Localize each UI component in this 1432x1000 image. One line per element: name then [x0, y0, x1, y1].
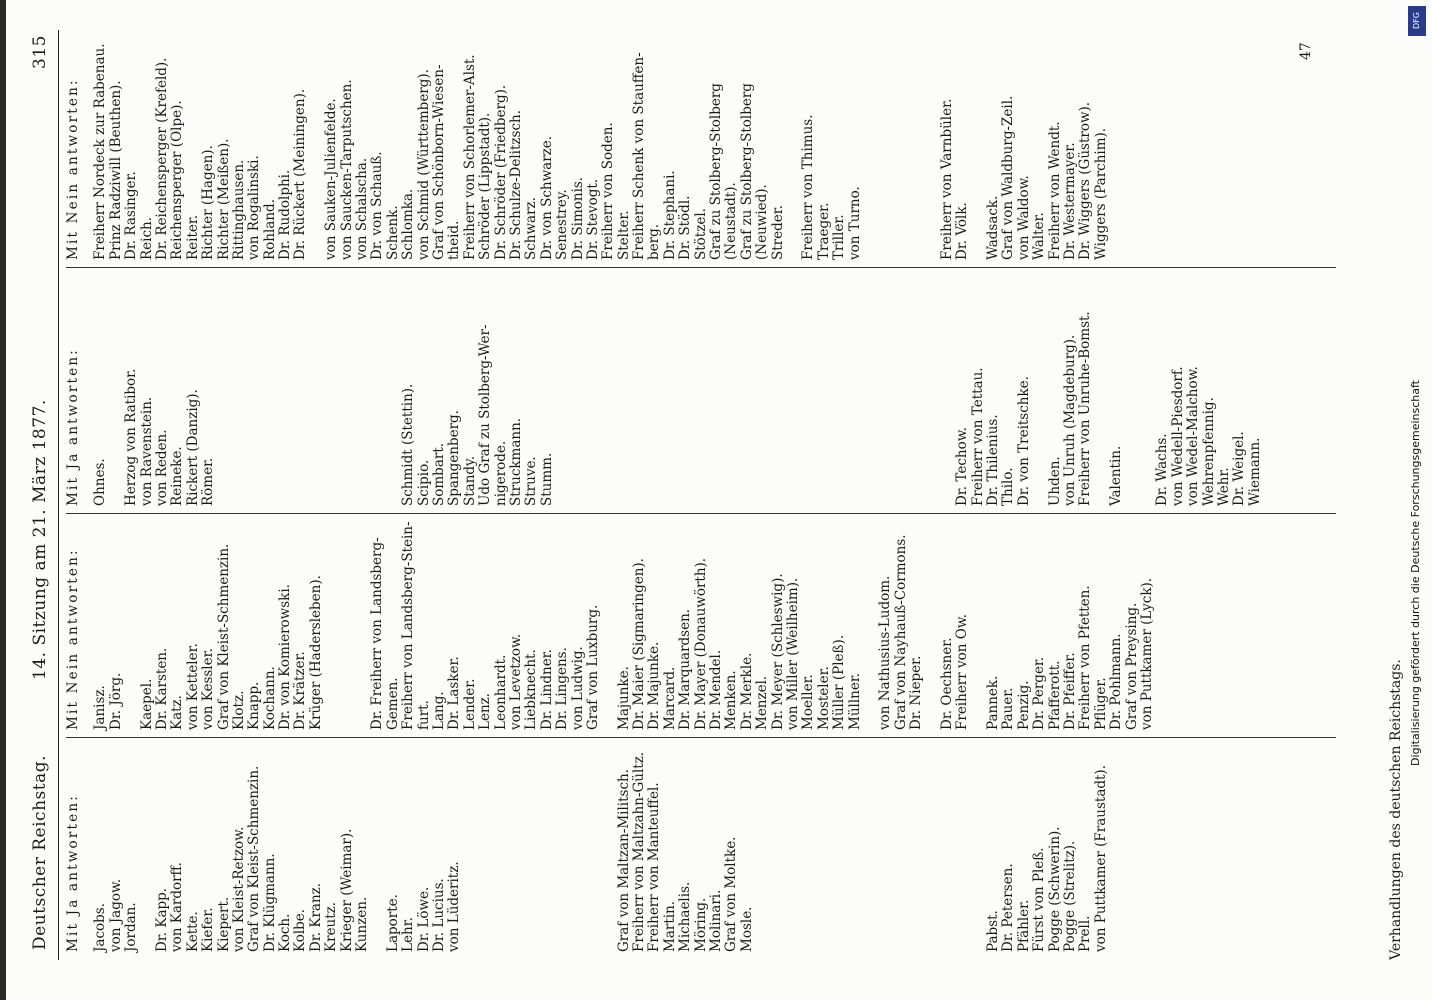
member-name: Rittinghausen. [230, 159, 247, 260]
member-name: Dr. Lucius. [431, 878, 447, 952]
list-gap [709, 311, 724, 506]
column-no-1 [66, 521, 1155, 730]
member-name: (Neuwied). [754, 184, 771, 260]
member-name: Dr. Wiggers (Güstrow). [1077, 101, 1094, 260]
member-name: Dr. Schröder (Friedberg). [492, 84, 509, 260]
member-name: Graf von Maltzan-Militsch. [615, 768, 632, 952]
member-name: Kiefer. [200, 907, 217, 952]
member-name: Wehr. [1215, 467, 1232, 506]
member-name: Dr. Kapp. [153, 887, 170, 952]
member-name: Dr. von Schauß. [369, 151, 386, 260]
member-name: Kiepert. [215, 896, 232, 952]
list-gap [370, 752, 385, 952]
list-gap [755, 311, 770, 506]
list-gap [663, 311, 678, 506]
member-name: Freiherr von Manteuffel. [646, 782, 663, 952]
member-name: von Turno. [846, 186, 863, 260]
list-gap [724, 311, 739, 506]
member-name: von Kessler. [200, 648, 217, 730]
column-yes-1 [66, 752, 1109, 952]
member-name: Kreutz. [323, 901, 340, 952]
digitization-credit: Digitalisierung gefördert durch die Deutsche Forschungsgemeinschaft [1409, 380, 1422, 766]
member-name: Graf von Schönborn-Wiesen- [431, 64, 447, 260]
member-name: von Lüderitz. [446, 861, 463, 952]
member-name: Koch. [277, 913, 294, 952]
member-name: Schröder (Lippstadt). [477, 112, 494, 260]
member-name: Pflüger. [1092, 677, 1109, 730]
member-name: Stötzel. [692, 208, 709, 260]
member-name: von Miller (Weilheim). [784, 577, 801, 730]
list-gap [955, 752, 970, 952]
member-name: Sombart. [431, 442, 447, 506]
list-gap [1125, 311, 1140, 506]
list-gap [1140, 311, 1155, 506]
list-gap [878, 43, 893, 260]
member-name: Klotz. [230, 690, 247, 730]
list-gap [324, 521, 339, 730]
list-gap [647, 311, 662, 506]
member-name: Graf von Kleist-Schmenzin. [246, 765, 263, 952]
member-name: von Unruh (Magdeburg). [1062, 334, 1079, 506]
member-name: von Puttkamer (Fraustadt). [1092, 765, 1109, 952]
member-name: von Sauken-Julienfelde. [323, 98, 340, 260]
member-name: Pannek. [985, 675, 1002, 730]
member-name: Dr. Stevogt. [584, 178, 601, 260]
list-gap [355, 311, 370, 506]
member-name: Dr. Maier (Sigmaringen). [631, 558, 648, 730]
member-name: Dr. Klügmann. [261, 853, 278, 952]
member-name: Moeller. [800, 674, 817, 730]
member-name: Menken. [723, 670, 740, 730]
member-name: Freiherr von Soden. [600, 122, 617, 260]
member-name: Marcard. [661, 666, 678, 730]
member-name: Freiherr von Varnbüler. [938, 98, 955, 260]
member-name: Dr. Lindner. [538, 649, 555, 730]
member-name: Schlomka. [400, 188, 417, 260]
member-name: Reich. [138, 216, 155, 260]
member-name: Rickert (Danzig). [184, 389, 201, 506]
list-gap [771, 311, 786, 506]
member-name: von Kleist-Retzow. [230, 826, 247, 952]
member-name: Freiherr von Wendt. [1046, 121, 1063, 260]
list-gap [832, 311, 847, 506]
list-gap [863, 311, 878, 506]
column-heading: Mit Ja antworten: [65, 348, 81, 506]
member-name: Freiherr von Landsberg-Stein- [400, 521, 417, 730]
member-name: Prinz Radziwill (Beuthen). [107, 80, 124, 260]
list-gap [694, 311, 709, 506]
list-gap [586, 311, 601, 506]
member-name: Walter. [1031, 212, 1048, 260]
list-gap [848, 311, 863, 506]
member-name: Rohland. [261, 199, 278, 260]
member-name: von Wedell-Piesdorf. [1169, 366, 1186, 506]
list-gap [494, 752, 509, 952]
member-name: Reineke. [169, 446, 186, 506]
member-name: Dr. Simonis. [569, 176, 586, 260]
list-gap [786, 43, 801, 260]
dfg-logo: DFG [1408, 6, 1426, 36]
member-name: Lender. [461, 678, 478, 730]
member-name: Prell. [1077, 915, 1094, 952]
member-name: theid. [446, 220, 463, 260]
list-gap [555, 311, 570, 506]
column-divider [66, 737, 1336, 738]
member-name: Römer. [200, 457, 217, 506]
member-name: Jordan. [123, 902, 140, 952]
member-name: von Kardorff. [169, 862, 186, 952]
member-name: Freiherr von Maltzahn-Gültz. [631, 751, 648, 952]
member-name: Dr. Thilenius. [985, 414, 1002, 506]
list-gap [632, 311, 647, 506]
member-name: Dr. Rückert (Meiningen). [292, 88, 309, 260]
member-name: Pogge (Strelitz). [1062, 840, 1079, 952]
member-name: Dr. Rasinger. [123, 171, 140, 260]
list-gap [925, 521, 940, 730]
column-heading: Mit Nein antworten: [65, 548, 81, 730]
column-heading: Mit Ja antworten: [65, 794, 81, 952]
member-name: Graf zu Stolberg-Stolberg [708, 83, 725, 260]
list-gap [324, 311, 339, 506]
member-name: Dr. Karsten. [153, 647, 170, 730]
member-name: von Jagow. [107, 878, 124, 952]
column-yes-2 [66, 311, 1263, 506]
member-name: Richter (Hagen). [200, 145, 217, 260]
member-name: Dr. Pfeiffer. [1062, 652, 1079, 730]
page-number: 315 [30, 35, 50, 69]
member-name: Kolbe. [292, 908, 309, 952]
list-gap [370, 311, 385, 506]
member-name: Menzel. [754, 675, 771, 730]
member-name: Lenz. [477, 692, 494, 730]
list-gap [909, 311, 924, 506]
footer-text: Verhandlungen des deutschen Reichstags. [1388, 659, 1404, 960]
member-name: Freiherr von Thimus. [800, 114, 817, 260]
member-name: von Levetzow. [507, 633, 524, 730]
member-name: Pabst. [985, 910, 1002, 952]
member-name: Dr. Wachs. [1154, 433, 1171, 506]
member-name: Freiherr Nordeck zur Rabenau. [92, 43, 109, 260]
list-gap [524, 752, 539, 952]
member-name: Schmidt (Stettin). [400, 383, 417, 506]
member-name: Dr. Freiherr von Landsberg- [369, 537, 386, 730]
list-gap [925, 752, 940, 952]
member-name: Mosteler. [815, 666, 832, 730]
member-name: Pauer. [1000, 687, 1017, 730]
member-name: Wiemann. [1246, 437, 1263, 506]
member-name: Dr. von Komierowski. [277, 584, 294, 730]
member-name: Udo Graf zu Stolberg-Wer- [477, 324, 494, 506]
list-gap [971, 521, 986, 730]
member-name: Dr. Krätzer. [292, 651, 309, 730]
list-gap [863, 521, 878, 730]
list-gap [1032, 311, 1047, 506]
member-name: Krieger (Weimar). [338, 828, 355, 952]
list-gap [232, 311, 247, 506]
member-name: Freiherr von Pfetten. [1077, 585, 1094, 730]
member-name: Dr. Nieper. [908, 655, 925, 730]
member-name: Freiherr von Schorlemer-Alst. [461, 54, 478, 260]
member-name: von Wedel-Malchow. [1185, 366, 1202, 506]
member-name: Graf von Preysing. [1123, 602, 1140, 730]
list-gap [293, 311, 308, 506]
member-name: Stumm. [538, 452, 555, 506]
member-name: Mosle. [738, 906, 755, 952]
member-name: Dr. Lasker. [446, 656, 463, 730]
member-name: Gemen. [384, 677, 401, 730]
list-gap [909, 43, 924, 260]
list-gap [217, 311, 232, 506]
list-gap [940, 311, 955, 506]
member-name: Pfafferott. [1046, 660, 1063, 730]
member-name: von Nathusius-Ludom. [877, 575, 894, 730]
member-name: Dr. Pohlmann. [1108, 633, 1125, 730]
member-name: Knapp. [246, 681, 263, 730]
member-name: Graf von Luxburg. [584, 604, 601, 730]
member-name: nigerode. [492, 440, 509, 506]
list-gap [386, 311, 401, 506]
member-name: Dr. von Schwarze. [538, 135, 555, 260]
list-gap [971, 752, 986, 952]
member-name: Jacobs. [92, 902, 109, 952]
member-name: Dr. Löwe. [415, 886, 432, 952]
column-divider [66, 513, 1336, 514]
list-gap [478, 752, 493, 952]
member-name: Standy. [461, 455, 478, 506]
member-name: Dr. Marquardsen. [677, 608, 694, 730]
list-gap [771, 752, 786, 952]
column-divider [66, 267, 1336, 268]
member-name: Krüger (Hadersleben). [307, 575, 324, 730]
list-gap [863, 43, 878, 260]
member-name: Struve. [523, 456, 540, 506]
column-heading: Mit Nein antworten: [65, 78, 81, 260]
member-name: Penzig. [1015, 680, 1032, 730]
member-name: Dr. Oechsner. [938, 637, 955, 730]
member-name: Wiggers (Parchim). [1092, 127, 1109, 260]
member-name: Reichensperger (Olpe). [169, 100, 186, 260]
list-gap [309, 311, 324, 506]
member-name: Dr. Kranz. [307, 882, 324, 952]
list-gap [909, 752, 924, 952]
member-name: (Neustadt). [723, 182, 740, 260]
list-gap [832, 752, 847, 952]
list-gap [863, 752, 878, 952]
list-gap [740, 311, 755, 506]
member-name: Ohnes. [92, 458, 109, 506]
member-name: Dr. Stephani. [661, 170, 678, 260]
member-name: Katz. [169, 695, 186, 730]
list-gap [848, 752, 863, 952]
member-name: Pfähler. [1015, 899, 1032, 952]
list-gap [801, 311, 816, 506]
list-gap [463, 752, 478, 952]
member-name: Kochann. [261, 666, 278, 730]
member-name: Müllner. [846, 672, 863, 730]
member-name: von Ravenstein. [138, 396, 155, 506]
member-name: Freiherr von Ow. [954, 613, 971, 730]
member-name: Stelter. [615, 210, 632, 260]
member-name: Triller. [831, 214, 848, 260]
member-name: Pogge (Schwerin). [1046, 826, 1063, 952]
member-name: von Schmid (Württemberg). [415, 69, 432, 260]
list-gap [540, 752, 555, 952]
member-name: Müller (Pleß). [831, 634, 848, 730]
list-gap [309, 43, 324, 260]
member-name: Spangenberg. [446, 410, 463, 506]
header-session: 14. Sitzung am 21. März 1877. [30, 399, 50, 680]
list-gap [817, 752, 832, 952]
list-gap [894, 311, 909, 506]
member-name: Freiherr von Unruhe-Bomst. [1077, 311, 1094, 506]
list-gap [894, 43, 909, 260]
member-name: Reiter. [184, 214, 201, 260]
member-name: Valentin. [1108, 445, 1125, 506]
member-name: von Schalscha. [354, 157, 371, 260]
member-name: Martin. [661, 900, 678, 952]
list-gap [601, 752, 616, 952]
list-gap [678, 311, 693, 506]
list-gap [925, 311, 940, 506]
member-name: Michaelis. [677, 881, 694, 952]
member-name: Dr. Mendel. [708, 649, 725, 730]
member-name: Dr. Merkle. [738, 652, 755, 730]
list-gap [601, 521, 616, 730]
member-name: Dr. Rudolphi. [277, 169, 294, 260]
member-name: Dr. Westermayer. [1062, 142, 1079, 260]
header-title: Deutscher Reichstag. [30, 755, 50, 950]
member-name: Herzog von Ratibor. [123, 368, 140, 506]
list-gap [817, 311, 832, 506]
member-name: von Rogalinski. [246, 155, 263, 260]
member-name: Dr. Meyer (Schleswig). [769, 573, 786, 730]
member-name: Kaepel. [138, 678, 155, 730]
member-name: Traeger. [815, 202, 832, 260]
member-name: Möring. [692, 897, 709, 952]
member-name: Senestrey. [554, 189, 571, 260]
member-name: Dr. Völk. [954, 202, 971, 260]
member-name: Schwarz. [523, 197, 540, 260]
member-name: Graf zu Stolberg-Stolberg [738, 83, 755, 260]
member-name: Dr. von Treitschke. [1015, 376, 1032, 506]
column-no-2 [66, 43, 1109, 260]
list-gap [1094, 311, 1109, 506]
list-gap [878, 311, 893, 506]
member-name: Streder. [769, 204, 786, 260]
list-gap [140, 752, 155, 952]
member-name: von Ludwig. [569, 646, 586, 730]
list-gap [971, 43, 986, 260]
member-name: Uhden. [1046, 456, 1063, 506]
list-gap [586, 752, 601, 952]
member-name: Richter (Meißen). [215, 138, 232, 260]
page-header [26, 35, 54, 950]
list-gap [124, 521, 139, 730]
member-name: Dr. Lingens. [554, 647, 571, 730]
member-name: von Reden. [153, 429, 170, 506]
member-name: Graf von Kleist-Schmenzin. [215, 543, 232, 730]
member-name: Dr. Majunke. [646, 641, 663, 730]
member-name: Struckmann. [507, 417, 524, 506]
list-gap [940, 752, 955, 952]
member-name: Dr. Weigel. [1231, 431, 1248, 506]
member-name: Wehrenpfennig. [1200, 397, 1217, 506]
list-gap [247, 311, 262, 506]
list-gap [894, 752, 909, 952]
member-name: Freiherr Schenk von Stauffen- [631, 52, 648, 260]
list-gap [617, 311, 632, 506]
member-name: Kette. [184, 911, 201, 952]
member-name: Dr. Stödl. [677, 195, 694, 260]
member-name: Dr. Perger. [1031, 656, 1048, 730]
signature-mark: 47 [1298, 42, 1314, 60]
member-name: Majunke. [615, 666, 632, 730]
list-gap [786, 311, 801, 506]
list-gap [340, 311, 355, 506]
member-name: Liebknecht. [523, 649, 540, 730]
list-gap [601, 311, 616, 506]
list-gap [801, 752, 816, 952]
member-name: Lang. [431, 691, 447, 730]
list-gap [555, 752, 570, 952]
member-name: Graf von Waldburg-Zeil. [1000, 95, 1017, 260]
member-name: Kunzen. [354, 896, 371, 952]
member-name: Dr. Schulze-Delitzsch. [507, 109, 524, 260]
list-gap [509, 752, 524, 952]
list-gap [571, 752, 586, 952]
member-name: Dr. Reichensperger (Krefeld). [153, 57, 170, 260]
list-gap [355, 521, 370, 730]
member-name: von Puttkamer (Lyck). [1138, 577, 1155, 730]
list-gap [786, 752, 801, 952]
list-gap [878, 752, 893, 952]
list-gap [755, 752, 770, 952]
member-name: Janisz. [92, 685, 109, 730]
list-gap [571, 311, 586, 506]
list-gap [925, 43, 940, 260]
member-name: Dr. Petersen. [1000, 863, 1017, 952]
member-name: von Saucken-Tarputschen. [338, 79, 355, 260]
member-name: Leonhardt. [492, 654, 509, 730]
member-name: Fürst von Pleß. [1031, 847, 1048, 952]
header-rule [58, 30, 59, 960]
list-gap [340, 521, 355, 730]
member-name: Laporte. [384, 894, 401, 952]
member-name: von Ketteler. [184, 643, 201, 730]
member-name: Scipio. [415, 459, 432, 506]
member-name: Schenk. [384, 205, 401, 260]
member-name: Molinari. [708, 889, 725, 952]
member-name: Dr. Mayer (Donauwörth). [692, 557, 709, 730]
member-name: Graf von Moltke. [723, 836, 740, 952]
member-name: Thilo. [1000, 467, 1017, 506]
member-name: furt. [415, 700, 432, 730]
list-gap [278, 311, 293, 506]
member-name: Graf von Nayhauß-Cormons. [892, 534, 909, 730]
member-name: Wadsack. [985, 195, 1002, 260]
list-gap [109, 311, 124, 506]
member-name: Lehr. [400, 917, 417, 952]
list-gap [263, 311, 278, 506]
member-name: Dr. Techow. [954, 427, 971, 506]
member-name: von Waldow. [1015, 175, 1032, 260]
member-name: Dr. Jörg. [107, 672, 124, 730]
member-name: Freiherr von Tettau. [969, 367, 986, 506]
member-name: berg. [646, 223, 663, 260]
